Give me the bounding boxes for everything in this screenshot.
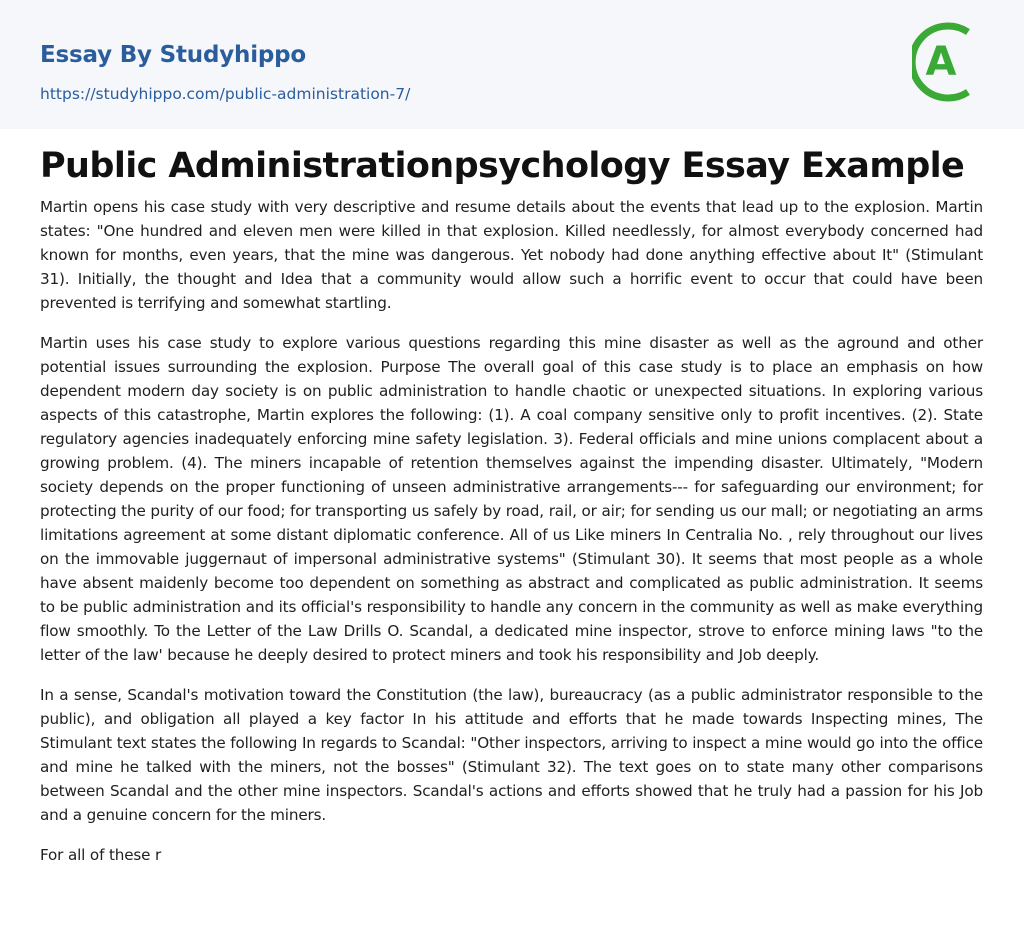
page-title: Public Administrationpsychology Essay Example [40,146,965,186]
essay-url-link[interactable]: https://studyhippo.com/public-administration-7/ [40,85,411,103]
paragraph-truncated: For all of these r [40,846,162,864]
site-brand[interactable]: Essay By Studyhippo [40,42,307,68]
paragraph: In a sense, Scandal's motivation toward the Constitution (the law), bureaucracy (as a public administrator responsible to the public), and obligation all played a key factor In his attitude and efforts that he made towards Inspecting mines, The Stimulant text states the following In regards to Scandal: "Other inspectors, arriving to inspect a mine would go into the office and mine he talked with the miners, not the bosses" (Stimulant 32). The text goes on to state many other comparisons between Scandal and the other mine inspectors. Scandal's actions and efforts showed that he truly had a passion for his Job and a genuine concern for the miners. [40,686,983,824]
paragraph: Martin opens his case study with very descriptive and resume details about the events that lead up to the explosion. Martin states: "One hundred and eleven men were killed in that explosion. Killed needlessly, for almost everybody concerned had known for months, even years, that the mine was dangerous. Yet nobody had done anything effective about It" (Stimulant 31). Initially, the thought and Idea that a community would allow such a horrific event to occur that could have been prevented is terrifying and somewhat startling. [40,198,983,312]
paragraph: Martin uses his case study to explore various questions regarding this mine disaster as well as the aground and other potential issues surrounding the explosion. Purpose The overall goal of this case study is to place an emphasis on how dependent modern day society is on public administration to handle chaotic or unexpected situations. In exploring various aspects of this catastrophe, Martin explores the following: (1). A coal company sensitive only to profit incentives. (2). State regulatory agencies inadequately enforcing mine safety legislation. 3). Federal officials and mine unions complacent about a growing problem. (4). The miners incapable of retention themselves against the impending disaster. Ultimately, "Modern society depends on the proper functioning of unseen administrative arrangements--- for safeguarding our environment; for protecting the purity of our food; for transporting us safely by road, rail, or air; for sending us our mall; or negotiating an arms limitations agreement at some distant diplomatic conference. All of us Like miners In Centralia No. , rely throughout our lives on the immovable juggernaut of impersonal administrative systems" (Stimulant 30). It seems that most people as a whole have absent maidenly become too dependent on something as abstract and complicated as public administration. It seems to be public administration and its official's responsibility to handle any concern in the community as well as make everything flow smoothly. To the Letter of the Law Drills O. Scandal, a dedicated mine inspector, strove to enforce mining laws "to the letter of the law' because he deeply desired to protect miners and took his responsibility and Job deeply. [40,334,983,664]
studyhippo-logo-icon[interactable] [912,20,986,104]
logo-letter: A [925,39,957,85]
site-header [0,0,1024,129]
article-body [40,195,983,883]
